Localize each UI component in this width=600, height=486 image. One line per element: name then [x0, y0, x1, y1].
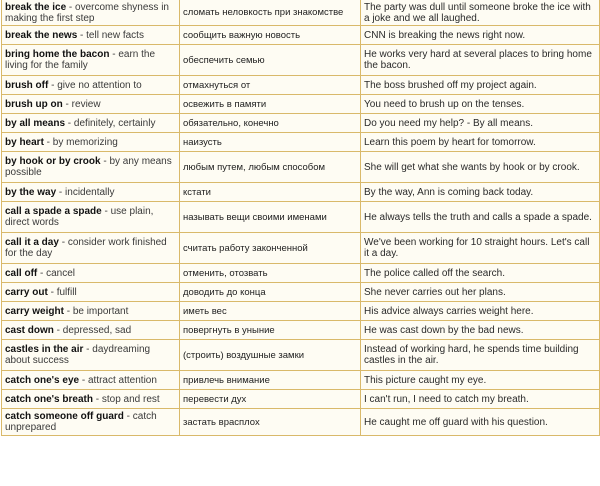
- example-sentence-cell: CNN is breaking the news right now.: [361, 26, 600, 45]
- idiom-separator: -: [63, 305, 73, 317]
- idiom-phrase: call off: [5, 267, 38, 279]
- idiom-phrase: castles in the air: [5, 344, 84, 355]
- idiom-meaning: use plain, direct words: [5, 206, 154, 228]
- idiom-phrase: by heart: [5, 136, 44, 148]
- table-row: [2, 390, 600, 409]
- example-sentence-cell: He caught me off guard with his question.: [361, 409, 600, 436]
- example-sentence-cell: I can't run, I need to catch my breath.: [361, 390, 600, 409]
- idiom-cell: [2, 95, 180, 114]
- example-sentence-cell: You need to brush up on the tenses.: [361, 95, 600, 114]
- table-row: [2, 152, 600, 183]
- idiom-cell: [2, 45, 180, 76]
- idiom-phrase: catch one's eye: [5, 374, 80, 386]
- idiom-phrase: by all means: [5, 117, 66, 129]
- idiom-phrase: call it a day: [5, 237, 59, 248]
- example-sentence-cell: The party was dull until someone broke the ice with a joke and we all laughed.: [361, 0, 600, 26]
- table-row: [2, 202, 600, 233]
- idiom-meaning: definitely, certainly: [73, 117, 156, 129]
- russian-translation-cell: иметь вес: [180, 302, 361, 321]
- example-sentence-cell: By the way, Ann is coming back today.: [361, 183, 600, 202]
- idiom-phrase: brush up on: [5, 98, 63, 110]
- idiom-cell: [2, 0, 180, 26]
- example-sentence-cell: She will get what she wants by hook or by crook.: [361, 152, 600, 183]
- russian-translation-cell: любым путем, любым способом: [180, 152, 361, 183]
- table-row: [2, 183, 600, 202]
- russian-translation-cell: называть вещи своими именами: [180, 202, 361, 233]
- idiom-cell: [2, 26, 180, 45]
- idiom-separator: -: [37, 267, 47, 279]
- idiom-phrase: by hook or by crook: [5, 156, 101, 167]
- idiom-separator: -: [100, 156, 110, 167]
- idiom-separator: -: [66, 1, 76, 13]
- idiom-cell: [2, 283, 180, 302]
- idiom-meaning: earn the living for the family: [5, 49, 156, 71]
- idiom-cell: [2, 233, 180, 264]
- russian-translation-cell: отменить, отозвать: [180, 264, 361, 283]
- idiom-separator: -: [92, 393, 102, 405]
- idiom-separator: -: [123, 411, 133, 422]
- idiom-separator: -: [83, 344, 93, 355]
- example-sentence-cell: He was cast down by the bad news.: [361, 321, 600, 340]
- idiom-meaning: cancel: [46, 267, 76, 279]
- russian-translation-cell: застать врасплох: [180, 409, 361, 436]
- idiom-meaning: catch unprepared: [5, 411, 157, 433]
- russian-translation-cell: сообщить важную новость: [180, 26, 361, 45]
- idiom-meaning: review: [71, 98, 101, 110]
- idiom-cell: [2, 183, 180, 202]
- russian-translation-cell: доводить до конца: [180, 283, 361, 302]
- idiom-separator: -: [58, 237, 68, 248]
- idiom-cell: [2, 202, 180, 233]
- idiom-cell: [2, 133, 180, 152]
- idiom-phrase: break the news: [5, 29, 78, 41]
- idiom-meaning: incidentally: [65, 186, 115, 198]
- idiom-cell: [2, 409, 180, 436]
- table-row: [2, 409, 600, 436]
- idiom-cell: [2, 340, 180, 371]
- idiom-separator: -: [101, 206, 111, 217]
- russian-translation-cell: освежить в памяти: [180, 95, 361, 114]
- idiom-meaning: tell new facts: [86, 29, 144, 41]
- russian-translation-cell: привлечь внимание: [180, 371, 361, 390]
- idiom-meaning: consider work finished for the day: [5, 237, 167, 259]
- idiom-separator: -: [109, 49, 119, 60]
- idiom-meaning: be important: [72, 305, 129, 317]
- table-row: [2, 114, 600, 133]
- idiom-meaning: attract attention: [87, 374, 157, 386]
- russian-translation-cell: (строить) воздушные замки: [180, 340, 361, 371]
- idiom-separator: -: [53, 324, 63, 336]
- example-sentence-cell: He always tells the truth and calls a spade a spade.: [361, 202, 600, 233]
- idiom-phrase: break the ice: [5, 1, 67, 13]
- example-sentence-cell: We've been working for 10 straight hours. Let's call it a day.: [361, 233, 600, 264]
- idiom-cell: [2, 152, 180, 183]
- idiom-separator: -: [65, 117, 74, 129]
- table-row: [2, 95, 600, 114]
- example-sentence-cell: Instead of working hard, he spends time building castles in the air.: [361, 340, 600, 371]
- idiom-cell: [2, 390, 180, 409]
- idiom-meaning: by any means possible: [5, 156, 172, 178]
- russian-translation-cell: отмахнуться от: [180, 76, 361, 95]
- russian-translation-cell: повергнуть в уныние: [180, 321, 361, 340]
- example-sentence-cell: His advice always carries weight here.: [361, 302, 600, 321]
- idiom-meaning: fulfill: [56, 286, 77, 298]
- table-row: [2, 0, 600, 26]
- table-row: [2, 45, 600, 76]
- example-sentence-cell: The boss brushed off my project again.: [361, 76, 600, 95]
- table-row: [2, 371, 600, 390]
- idiom-separator: -: [48, 79, 58, 91]
- russian-translation-cell: обеспечить семью: [180, 45, 361, 76]
- idiom-phrase: carry out: [5, 286, 48, 298]
- russian-translation-cell: наизусть: [180, 133, 361, 152]
- idiom-phrase: bring home the bacon: [5, 49, 110, 60]
- idiom-table: [1, 0, 600, 436]
- table-row: [2, 233, 600, 264]
- idiom-meaning: daydreaming about success: [5, 344, 151, 366]
- idiom-cell: [2, 76, 180, 95]
- idiom-meaning: depressed, sad: [62, 324, 132, 336]
- table-row: [2, 76, 600, 95]
- idiom-phrase: brush off: [5, 79, 49, 91]
- table-row: [2, 340, 600, 371]
- table-row: [2, 283, 600, 302]
- idiom-phrase: catch someone off guard: [5, 411, 124, 422]
- russian-translation-cell: перевести дух: [180, 390, 361, 409]
- idiom-cell: [2, 371, 180, 390]
- idiom-meaning: stop and rest: [101, 393, 160, 405]
- russian-translation-cell: кстати: [180, 183, 361, 202]
- idiom-cell: [2, 302, 180, 321]
- table-row: [2, 26, 600, 45]
- idiom-meaning: give no attention to: [57, 79, 142, 91]
- example-sentence-cell: This picture caught my eye.: [361, 371, 600, 390]
- idiom-phrase: carry weight: [5, 305, 64, 317]
- example-sentence-cell: Learn this poem by heart for tomorrow.: [361, 133, 600, 152]
- idiom-phrase: cast down: [5, 324, 54, 336]
- russian-translation-cell: считать работу законченной: [180, 233, 361, 264]
- example-sentence-cell: Do you need my help? - By all means.: [361, 114, 600, 133]
- table-row: [2, 321, 600, 340]
- idiom-phrase: call a spade a spade: [5, 206, 102, 217]
- table-row: [2, 302, 600, 321]
- table-row: [2, 133, 600, 152]
- idiom-cell: [2, 264, 180, 283]
- example-sentence-cell: She never carries out her plans.: [361, 283, 600, 302]
- idiom-meaning: by memorizing: [52, 136, 118, 148]
- idiom-phrase: catch one's breath: [5, 393, 93, 405]
- idiom-separator: -: [77, 29, 87, 41]
- idiom-separator: -: [56, 186, 66, 198]
- idiom-separator: -: [79, 374, 88, 386]
- idiom-phrase: by the way: [5, 186, 57, 198]
- table-row: [2, 264, 600, 283]
- idiom-cell: [2, 321, 180, 340]
- idiom-separator: -: [43, 136, 53, 148]
- example-sentence-cell: He works very hard at several places to bring home the bacon.: [361, 45, 600, 76]
- russian-translation-cell: сломать неловкость при знакомстве: [180, 0, 361, 26]
- example-sentence-cell: The police called off the search.: [361, 264, 600, 283]
- idiom-cell: [2, 114, 180, 133]
- idiom-separator: -: [62, 98, 72, 110]
- russian-translation-cell: обязательно, конечно: [180, 114, 361, 133]
- idiom-separator: -: [47, 286, 57, 298]
- idiom-meaning: overcome shyness in making the first step: [5, 1, 169, 24]
- idiom-table-body: [2, 0, 600, 436]
